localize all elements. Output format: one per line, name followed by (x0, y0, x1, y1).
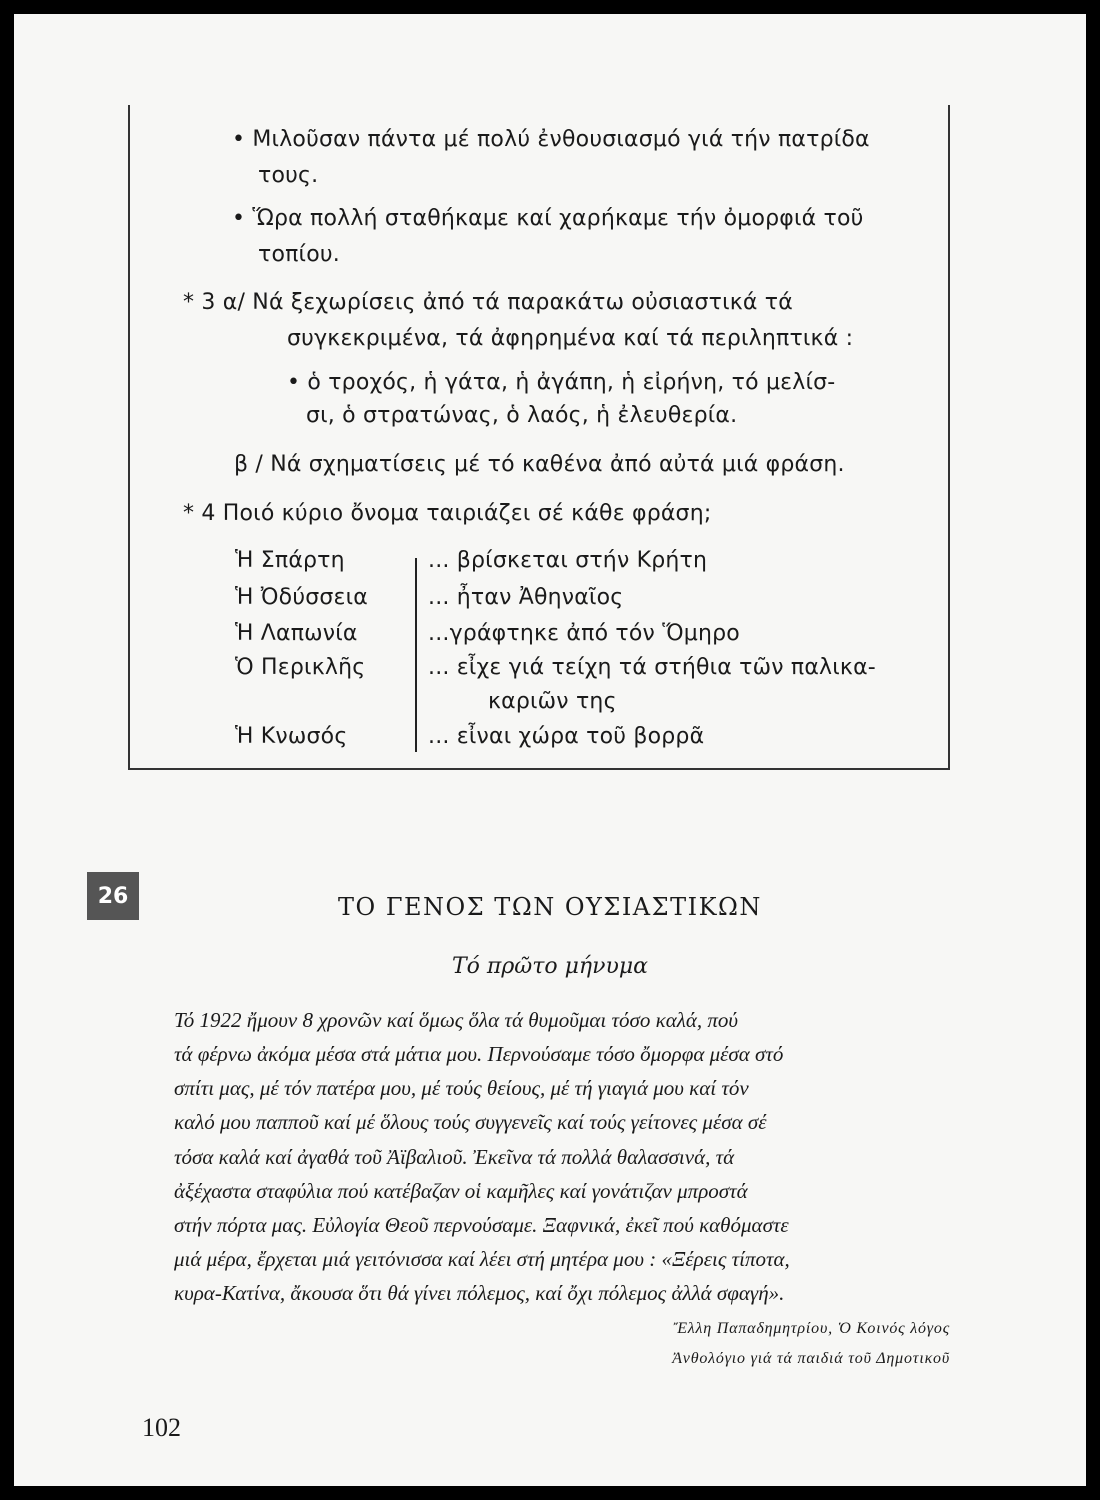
match-right-2: ... ἦταν Ἀθηναῖος (428, 585, 624, 610)
story-line-8: μιά μέρα, ἔρχεται μιά γειτόνισσα καί λέει στή μητέρα μου : «Ξέρεις τίποτα, (174, 1247, 790, 1271)
match-right-5: ... εἶναι χώρα τοῦ βορρᾶ (428, 724, 705, 749)
story-line-6: ἀξέχαστα σταφύλια πού κατέβαζαν οἱ καμῆλες καί γονάτιζαν μπροστά (174, 1179, 748, 1203)
match-left-3: Ἡ Λαπωνία (235, 621, 358, 646)
source-line-1: Ἔλλη Παπαδημητρίου, Ὁ Κοινός λόγος (673, 1320, 950, 1337)
bullet-1-line-1: • Μιλοῦσαν πάντα μέ πολύ ἐνθουσιασμό γιά τήν πατρίδα (232, 127, 870, 152)
story-line-7: στήν πόρτα μας. Εὐλογία Θεοῦ περνούσαμε. Ξαφνικά, ἐκεῖ πού καθόμαστε (174, 1213, 789, 1237)
story-line-3: σπίτι μας, μέ τόν πατέρα μου, μέ τούς θείους, μέ τή γιαγιά μου καί τόν (174, 1076, 749, 1100)
bullet-1-line-2: τους. (258, 163, 319, 188)
bullet-2-line-1: • Ὥρα πολλή σταθήκαμε καί χαρήκαμε τήν ὀμορφιά τοῦ (232, 206, 864, 231)
story-line-4: καλό μου παπποῦ καί μέ ὅλους τούς συγγενεῖς καί τούς γείτονες μέσα σέ (174, 1110, 767, 1134)
question-3a-words-line-2: σι, ὁ στρατώνας, ὁ λαός, ἡ ἐλευθερία. (306, 403, 738, 428)
lesson-subtitle: Τό πρῶτο μήνυμα (451, 954, 649, 979)
question-3a-line-2: συγκεκριμένα, τά ἀφηρημένα καί τά περιληπτικά : (287, 326, 854, 351)
source-line-2: Ἀνθολόγιο γιά τά παιδιά τοῦ Δημοτικοῦ (672, 1350, 950, 1367)
match-right-4: ... εἶχε γιά τείχη τά στήθια τῶν παλικα- (428, 655, 876, 680)
bullet-2-line-2: τοπίου. (258, 242, 340, 267)
question-3a-words-line-1: • ὁ τροχός, ἡ γάτα, ἡ ἀγάπη, ἡ εἰρήνη, τό μελίσ- (287, 370, 836, 395)
story-line-9: κυρα-Κατίνα, ἄκουσα ὅτι θά γίνει πόλεμος, καί ὄχι πόλεμος ἀλλά σφαγή». (174, 1281, 785, 1305)
match-left-5: Ἡ Κνωσός (235, 724, 348, 749)
match-right-1: ... βρίσκεται στήν Κρήτη (428, 548, 708, 573)
lesson-title: ΤΟ ΓΕΝΟΣ ΤΩΝ ΟΥΣΙΑΣΤΙΚΩΝ (338, 893, 762, 921)
page-number: 102 (142, 1413, 181, 1442)
question-4: * 4 Ποιό κύριο ὄνομα ταιριάζει σέ κάθε φράση; (183, 501, 712, 526)
match-right-3: ...γράφτηκε ἀπό τόν Ὅμηρο (428, 621, 740, 646)
match-left-1: Ἡ Σπάρτη (235, 548, 345, 573)
story-line-1: Τό 1922 ἤμουν 8 χρονῶν καί ὅμως ὅλα τά θυμοῦμαι τόσο καλά, πού (174, 1008, 738, 1032)
matching-divider (415, 558, 417, 752)
story-line-2: τά φέρνω ἀκόμα μέσα στά μάτια μου. Περνούσαμε τόσο ὄμορφα μέσα στό (174, 1042, 784, 1066)
match-right-4-cont: καριῶν της (488, 689, 617, 714)
match-left-2: Ἡ Ὀδύσσεια (235, 585, 368, 610)
lesson-number-badge: 26 (87, 872, 139, 920)
story-line-5: τόσα καλά καί ἀγαθά τοῦ Ἀϊβαλιοῦ. Ἐκεῖνα τά πολλά θαλασσινά, τά (174, 1145, 735, 1169)
question-3b: β / Νά σχηματίσεις μέ τό καθένα ἀπό αὐτά μιά φράση. (234, 452, 845, 477)
question-3a-line-1: * 3 α/ Νά ξεχωρίσεις ἀπό τά παρακάτω οὐσιαστικά τά (183, 290, 793, 315)
match-left-4: Ὁ Περικλῆς (235, 655, 366, 680)
